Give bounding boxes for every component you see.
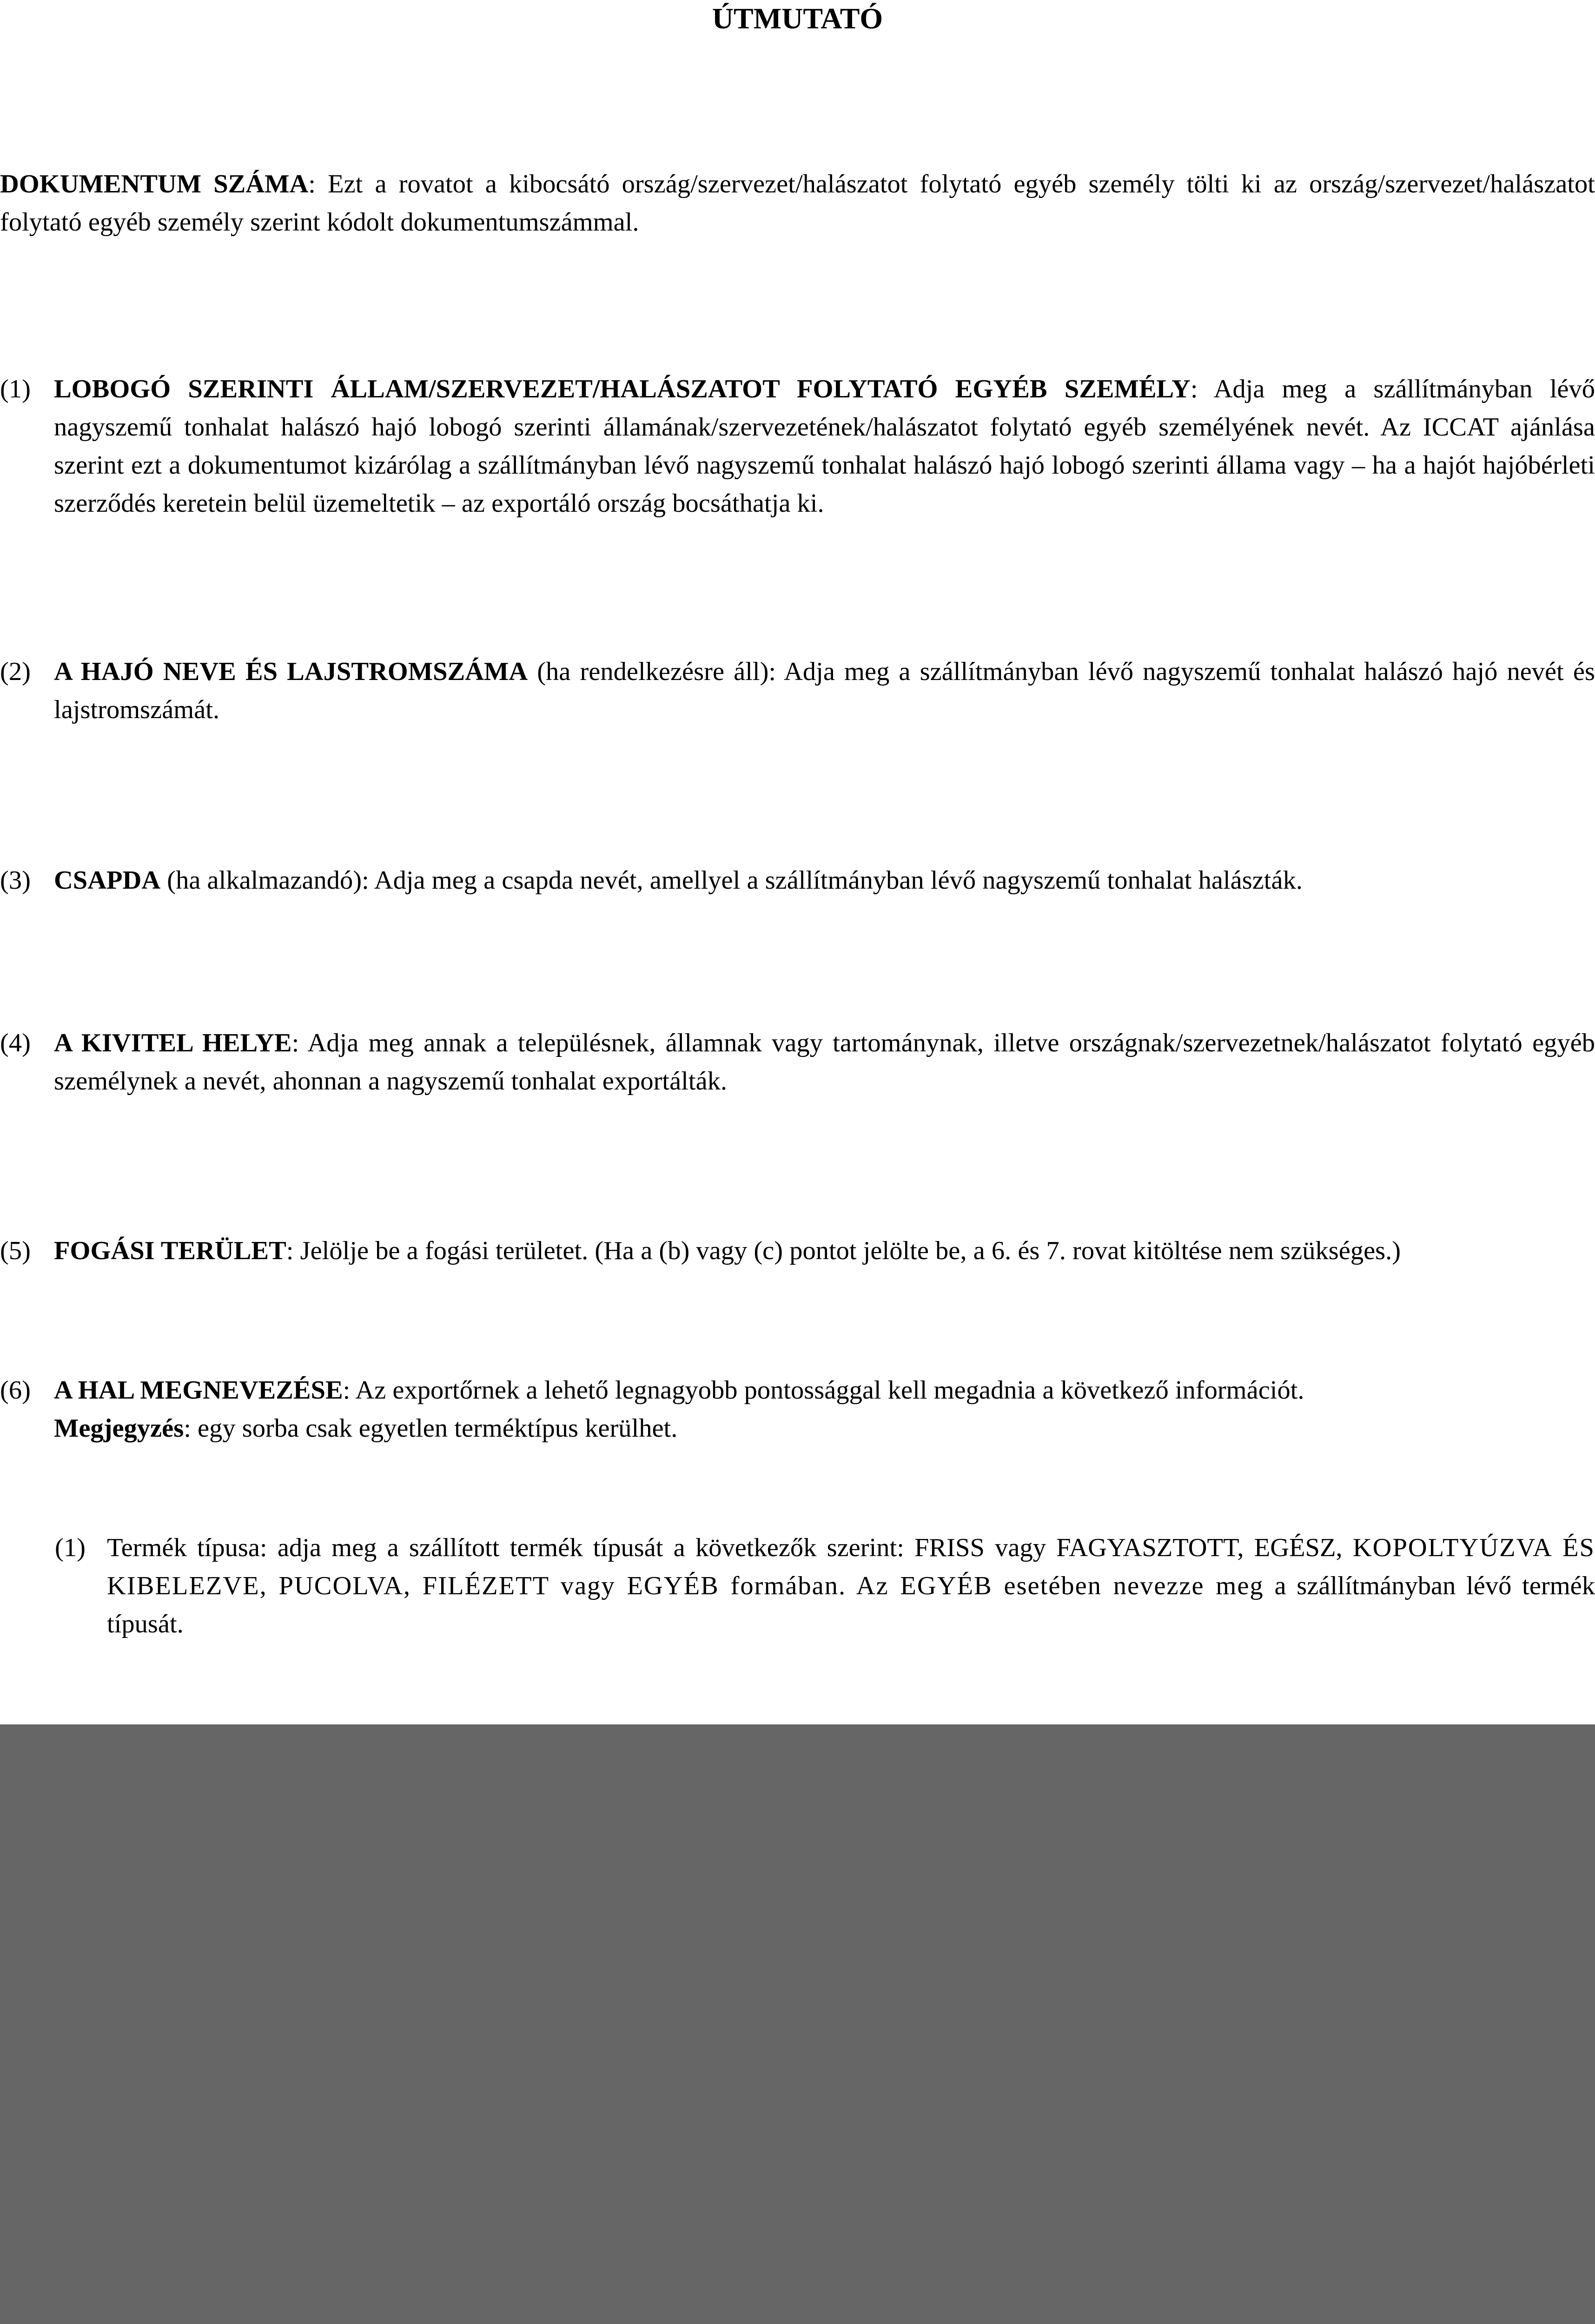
item-body: (ha rendelkezésre áll): Adja meg a szállítmányban lévő nagyszemű tonhalat halászó hajó nevét és lajstromszámát.: [54, 657, 1595, 724]
item-heading: LOBOGÓ SZERINTI ÁLLAM/SZERVEZET/HALÁSZATOT FOLYTATÓ EGYÉB SZEMÉLY: [54, 375, 1191, 403]
item-number: (5): [0, 1236, 31, 1265]
sub-item-text-a: Termék típusa: adja meg a szállított termék típusát a következők szerint: FRISS vagy FAGYASZTOTT, EGÉSZ,: [107, 1533, 1353, 1562]
item-heading: A HAL MEGNEVEZÉSE: [54, 1376, 343, 1405]
item-heading: A HAJÓ NEVE ÉS LAJSTROMSZÁMA: [54, 657, 528, 686]
page-title: ÚTMUTATÓ: [712, 2, 883, 35]
sub-item-text-b: KOPOLTYÚZVA ÉS KIBELEZVE, PUCOLVA, FILÉZETT vagy EGYÉB formában. Az EGYÉB esetében nevezze meg: [107, 1533, 1595, 1600]
item-text: [54, 1024, 1595, 1100]
sub-item-text-c: a szállítmányban lévő termék típusát.: [107, 1571, 1595, 1638]
sub-item-text: [107, 1529, 1595, 1643]
doc-number-label: DOKUMENTUM SZÁMA: [0, 170, 309, 198]
item-text: [54, 1232, 1595, 1270]
item-body: : Adja meg a szállítmányban lévő nagyszemű tonhalat halászó hajó lobogó szerinti államának/szervezetének/halászatot folytató egyéb személyének nevét. Az ICCAT ajánlása szerint ezt a dokumentumot kizárólag a szállítmányban lévő nagyszemű tonhalat halászó hajó lobogó szerinti állama vagy – ha a hajót hajóbérleti szerződés keretein belül üzemeltetik – az exportáló ország bocsáthatja ki.: [54, 375, 1595, 518]
item-heading: A KIVITEL HELYE: [54, 1029, 292, 1057]
item-body: (ha alkalmazandó): Adja meg a csapda nevét, amellyel a szállítmányban lévő nagyszemű tonhalat halászták.: [160, 866, 1303, 895]
item-text: [54, 370, 1595, 522]
item-text: [54, 861, 1595, 899]
item-body: : Adja meg annak a településnek, államnak vagy tartománynak, illetve országnak/szervezetnek/halászatot folytató egyéb személynek a nevét, ahonnan a nagyszemű tonhalat exportálták.: [54, 1029, 1595, 1096]
item-number: (6): [0, 1376, 31, 1405]
item-number: (2): [0, 657, 31, 686]
item-number: (1): [0, 375, 31, 403]
item-heading: CSAPDA: [54, 866, 161, 895]
note-label: Megjegyzés: [54, 1414, 184, 1443]
sub-item-number: (1): [55, 1533, 86, 1562]
item-body: : Jelölje be a fogási területet. (Ha a (b) vagy (c) pontot jelölte be, a 6. és 7. rovat kitöltése nem szükséges.): [286, 1236, 1401, 1265]
item-body: : Az exportőrnek a lehető legnagyobb pontossággal kell megadnia a következő információt.: [343, 1376, 1304, 1405]
doc-number-text: : Ezt a rovatot a kibocsátó ország/szervezet/halászatot folytató egyéb személy tölti ki az ország/szervezet/halászatot folytató egyéb személy szerint kódolt dokumentumszámmal.: [0, 170, 1595, 237]
doc-number-paragraph: [0, 165, 1595, 241]
item-text: [54, 1371, 1595, 1447]
note-text: : egy sorba csak egyetlen terméktípus kerülhet.: [184, 1414, 678, 1443]
item-number: (3): [0, 866, 31, 895]
masked-region: [0, 1724, 1595, 2324]
item-number: (4): [0, 1029, 31, 1057]
item-text: [54, 653, 1595, 729]
item-heading: FOGÁSI TERÜLET: [54, 1236, 286, 1265]
